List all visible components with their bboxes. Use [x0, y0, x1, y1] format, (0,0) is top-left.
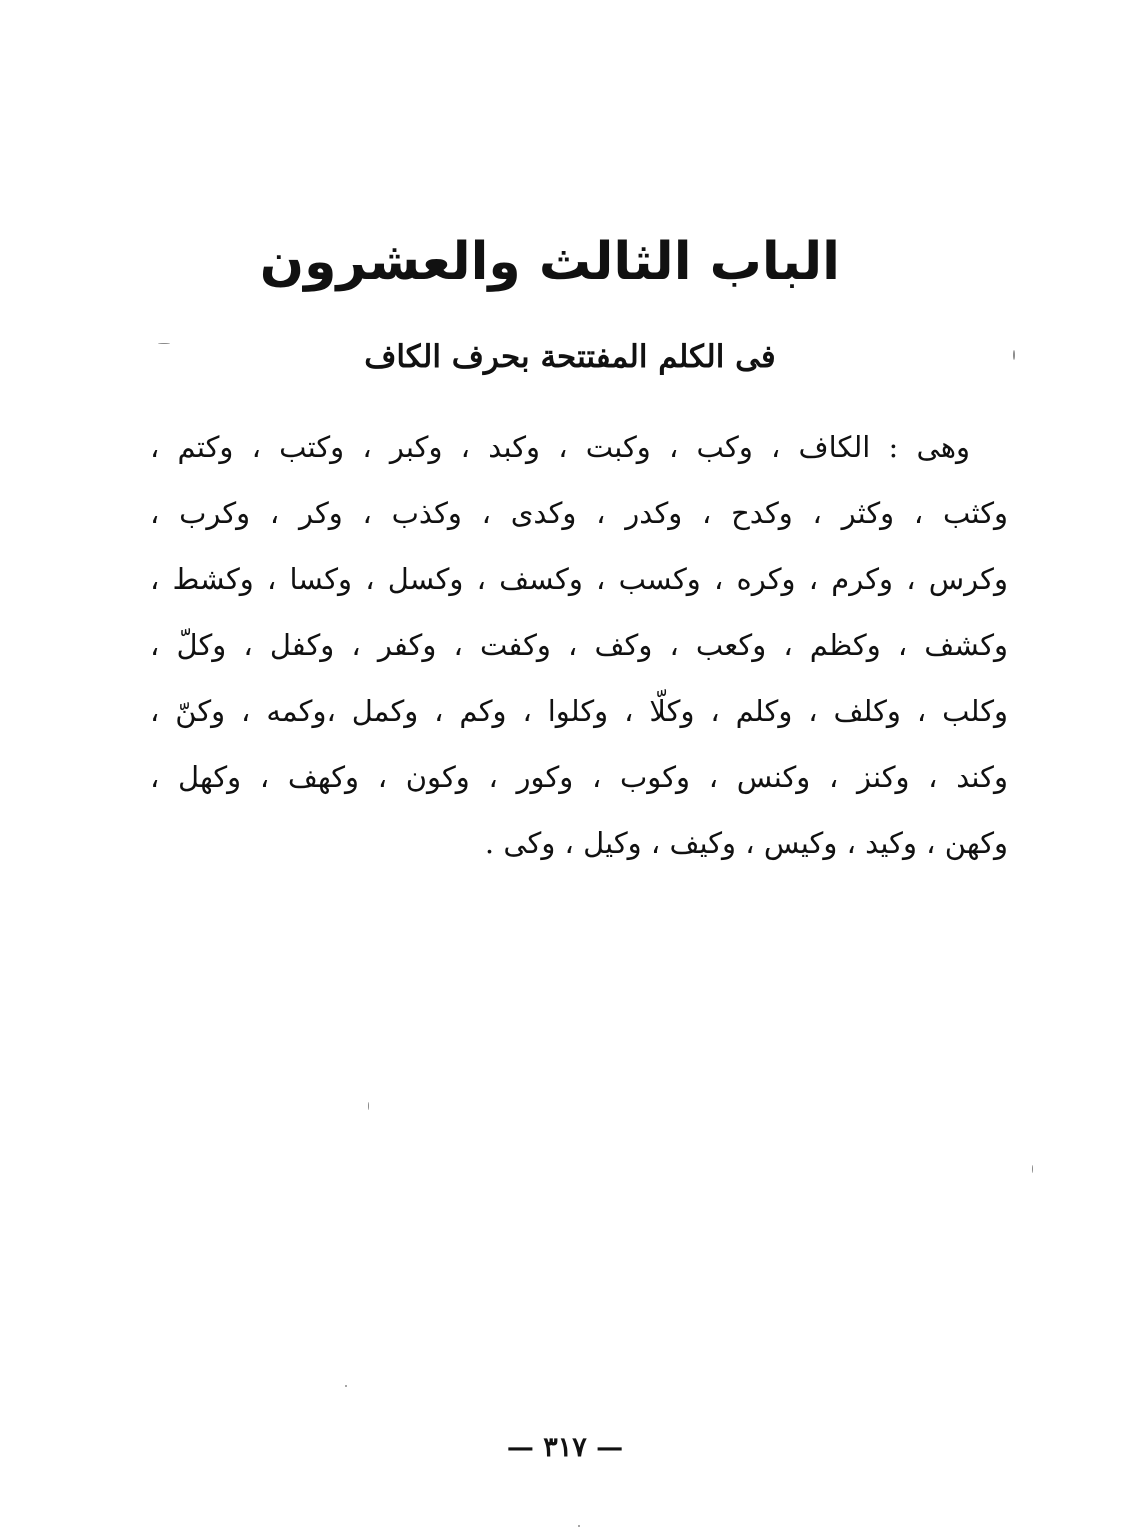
scan-speck	[1013, 350, 1015, 360]
body-line: وكرس ، وكرم ، وكره ، وكسب ، وكسف ، وكسل ، وكسا ، وكشط ،	[150, 562, 1008, 596]
scan-speck	[368, 1102, 369, 1110]
body-line: وكلب ، وكلف ، وكلم ، وكلّا ، وكلوا ، وكم ، وكمل ،وكمه ، وكنّ ،	[150, 694, 1008, 728]
body-line: وكثب ، وكثر ، وكدح ، وكدر ، وكدى ، وكذب ، وكر ، وكرب ،	[150, 496, 1009, 530]
body-line: وكند ، وكنز ، وكنس ، وكوب ، وكور ، وكون ، وكهف ، وكهل ،	[150, 760, 1008, 794]
body-line: وهى : الكاف ، وكب ، وكبت ، وكبد ، وكبر ، وكتب ، وكتم ،	[150, 430, 970, 464]
body-paragraph	[150, 414, 1008, 876]
scan-speck	[345, 1385, 347, 1387]
body-line: وكشف ، وكظم ، وكعب ، وكف ، وكفت ، وكفر ، وكفل ، وكلّ ،	[150, 628, 1008, 662]
scan-speck	[1032, 1165, 1033, 1173]
page-number: — ٣١٧ —	[506, 1432, 624, 1463]
body-line: وكهن ، وكيد ، وكيس ، وكيف ، وكيل ، وكى .	[484, 826, 1008, 860]
chapter-title: الباب الثالث والعشرون	[259, 232, 840, 292]
scan-speck	[578, 1525, 580, 1527]
scan-speck	[158, 343, 170, 344]
chapter-subtitle: فى الكلم المفتتحة بحرف الكاف	[364, 339, 776, 375]
